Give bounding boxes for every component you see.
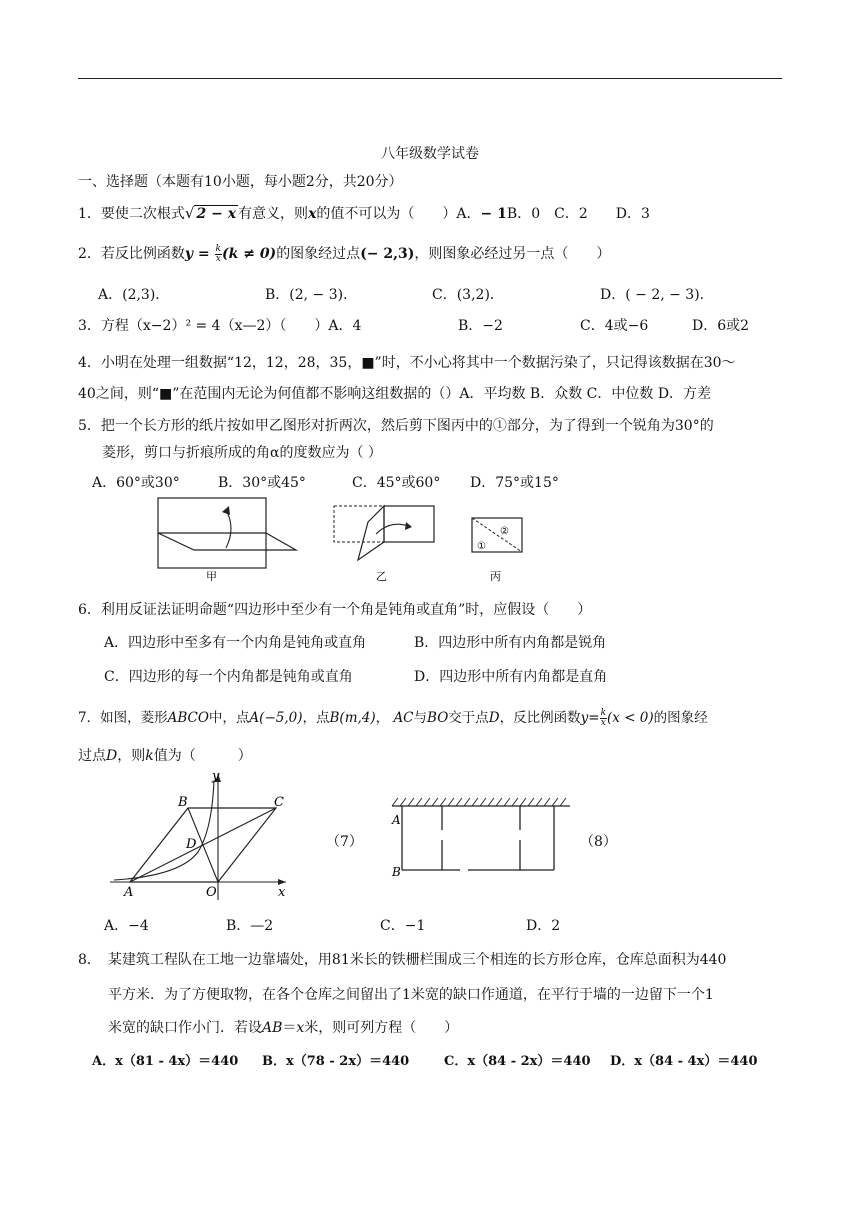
q5-option-b[interactable]: B．30°或45° (218, 475, 306, 491)
q8-option-c[interactable]: C．x（84 - 2x）＝440 (444, 1054, 591, 1069)
fraction-k-over-x-q7: $\frac{k}{x}$ (600, 708, 607, 728)
fig-label-jia: 甲 (206, 570, 217, 583)
question-8-line-1: 8． 某建筑工程队在工地一边靠墙处，用81米长的铁栅栏围成三个相连的长方形仓库，仓库总面积为440 (78, 952, 727, 968)
question-5-line-1: 5．把一个长方形的纸片按如甲乙图形对折两次，然后剪下图丙中的①部分，为了得到一个锐角为30°的 (78, 418, 714, 434)
fence (402, 806, 554, 870)
question-7-line-1: 7．如图，菱形ABCO中，点A(−5,0)，点B(m,4)， AC与BO交于点D，反比例函数y= $\frac{k}{x}$ (x < 0)的图象经 (78, 708, 708, 728)
fraction-k-over-x: $\frac{k}{x}$ (215, 243, 222, 264)
q8-option-b[interactable]: B．x（78 - 2x）＝440 (262, 1054, 410, 1069)
question-5-line-2: 菱形，剪口与折痕所成的角α的度数应为（ ） (102, 445, 382, 461)
q3-option-c[interactable]: C．4或−6 (580, 318, 649, 334)
q3-option-b[interactable]: B．−2 (458, 318, 503, 334)
figure-label-7: （7） (326, 834, 363, 850)
label-fig8-B: B (392, 865, 401, 879)
fig-bing-part-2: ② (500, 526, 509, 537)
q8-option-d[interactable]: D．x（84 - 4x）＝440 (610, 1054, 758, 1069)
wall-hatching (392, 798, 566, 806)
fig-jia-fold (158, 533, 296, 550)
q5-option-a[interactable]: A．60°或30° (92, 475, 180, 491)
figure-label-8: （8） (580, 834, 617, 850)
question-7-line-2: 过点D，则k值为（ ） (78, 748, 252, 764)
label-x: x (278, 885, 286, 900)
top-rule (78, 78, 782, 79)
label-y: y (212, 769, 220, 784)
question-8-line-2: 平方米．为了方便取物，在各个仓库之间留出了1米宽的缺口作通道，在平行于墙的一边留下一个1 (108, 987, 714, 1003)
label-A: A (124, 885, 134, 900)
q7-option-d[interactable]: D．2 (526, 918, 561, 934)
q6-option-c[interactable]: C．四边形的每一个内角都是钝角或直角 (104, 669, 353, 685)
q2-option-d[interactable]: D．( − 2, − 3)． (600, 287, 714, 303)
fig-jia-arrow (226, 510, 231, 548)
fig-yi-rect (384, 506, 434, 542)
question-3: 3．方程（x−2）² = 4（x—2）（ ）A．4 (78, 318, 362, 334)
q3-option-d[interactable]: D．6或2 (692, 318, 750, 334)
fig-label-yi: 乙 (376, 570, 387, 583)
q8-option-a[interactable]: A．x（81 - 4x）＝440 (92, 1054, 239, 1069)
q2-option-c[interactable]: C．(3,2)． (432, 287, 504, 303)
question-8-line-3: 米宽的缺口作小门．若设AB＝x米，则可列方程（ ） (108, 1020, 459, 1036)
question-4-line-2: 40之间，则“■”在范围内无论为何值都不影响这组数据的（）A．平均数 B．众数 C．中位数 D．方差 (78, 386, 712, 402)
question-6: 6．利用反证法证明命题“四边形中至少有一个角是钝角或直角”时，应假设（ ） (78, 602, 592, 618)
question-4-line-1: 4．小明在处理一组数据“12，12，28，35，■”时，不小心将其中一个数据污染了，只记得该数据在30～ (78, 355, 736, 371)
fig-yi-dashed (334, 506, 384, 542)
fig-yi-arrow (376, 524, 408, 534)
q7-option-c[interactable]: C．−1 (380, 918, 426, 934)
q2-option-b[interactable]: B．(2, − 3)． (265, 287, 358, 303)
fig-yi-arrowhead (405, 522, 412, 530)
fig-jia-arrowhead (222, 506, 230, 515)
exam-title: 八年级数学试卷 (381, 146, 479, 162)
q5-folding-figures (150, 494, 560, 584)
fig-bing-part-1: ① (477, 541, 486, 552)
q6-option-b[interactable]: B．四边形中所有内角都是锐角 (414, 635, 607, 651)
question-2: 2．若反比例函数y = $\frac{k}{x}$ (k ≠ 0)的图象经过点(− 2,3)，则图象必经过另一点（ ） (78, 243, 611, 264)
radicand: 2 − x (196, 206, 237, 222)
q5-option-c[interactable]: C．45°或60° (352, 475, 441, 491)
q6-option-d[interactable]: D．四边形中所有内角都是直角 (414, 669, 608, 685)
label-fig8-A: A (392, 813, 401, 827)
q5-option-d[interactable]: D．75°或15° (470, 475, 559, 491)
question-1: 1．要使二次根式√ 2 − x 有意义，则x的值不可以为（ ）A．− 1B．0 C．2 D．3 (78, 204, 650, 222)
label-D: D (186, 837, 197, 852)
section-heading: 一、选择题（本题有10小题，每小题2分，共20分） (78, 174, 403, 190)
q7-option-b[interactable]: B．—2 (226, 918, 274, 934)
q7-rhombus-graph (100, 768, 300, 904)
label-B: B (178, 795, 188, 810)
fig-yi-fold (358, 506, 384, 560)
q8-warehouse-figure (388, 796, 574, 884)
label-C: C (274, 795, 284, 810)
q2-option-a[interactable]: A．(2,3)． (98, 287, 170, 303)
q7-option-a[interactable]: A．−4 (104, 918, 149, 934)
fig-label-bing: 丙 (490, 570, 501, 583)
q6-option-a[interactable]: A．四边形中至多有一个内角是钝角或直角 (104, 635, 367, 651)
label-O: O (206, 885, 217, 900)
